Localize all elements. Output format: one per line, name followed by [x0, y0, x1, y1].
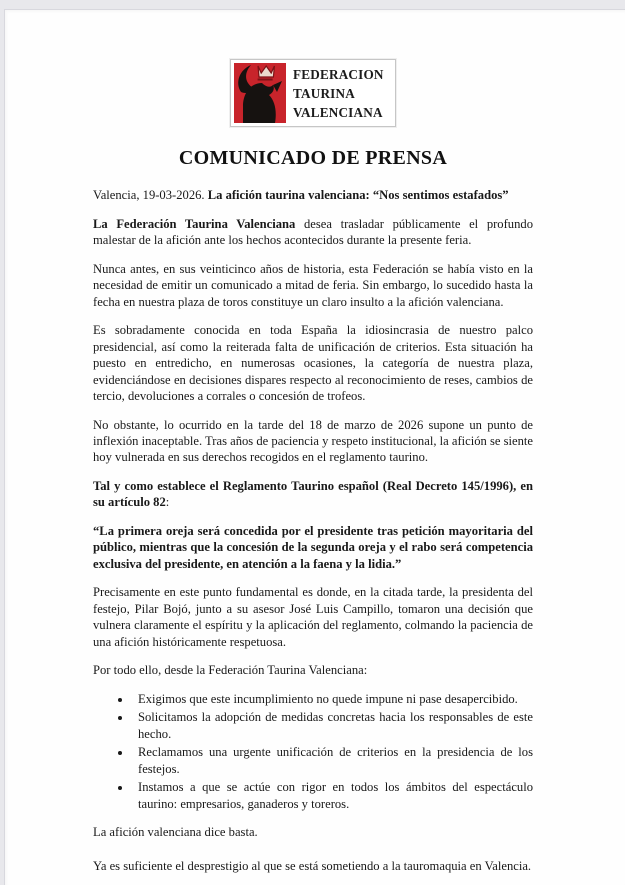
text-run: Por todo ello, desde la Federación Taurina Valenciana: — [93, 663, 368, 678]
paragraph-decision — [93, 584, 533, 650]
logo-wordmark — [286, 65, 384, 122]
text-run: “La primera oreja será concedida por el presidente tras petición mayoritaria del público, mientras que la concesión de la segunda oreja y el rabo será competencia exclusiva del presidente, en atención a la faena y la lidia.” — [93, 523, 533, 571]
federation-logo — [230, 59, 396, 127]
text-run: Nunca antes, en sus veinticinco años de historia, esta Federación se había visto en la necesidad de emitir un comunicado a mitad de feria. Sin embargo, lo sucedido hasta la fecha en nuestra plaza de toros constituye un claro insulto a la afición valenciana. — [93, 261, 533, 309]
text-run: : — [165, 495, 170, 510]
paragraph-regulation-quote — [93, 523, 533, 572]
text-run: La Federación Taurina Valenciana — [93, 216, 296, 231]
demand-item: • Solicitamos la adopción de medidas concretas hacia los responsables de este hecho. — [132, 709, 533, 742]
logo-line-2: TAURINA — [293, 85, 355, 101]
logo-line-1: FEDERACION — [293, 66, 384, 82]
demand-item: • Instamos a que se actúe con rigor en todos los ámbitos del espectáculo taurino: empresarios, ganaderos y toreros. — [132, 779, 533, 812]
closing-final: Ya es suficiente el desprestigio al que se está sometiendo a la tauromaquia en Valencia. — [93, 858, 532, 873]
logo-line-3: VALENCIANA — [293, 104, 383, 120]
text-run: Valencia, 19-03-2026. — [93, 188, 208, 203]
paragraph-idiosyncrasy — [93, 322, 533, 404]
text-run: La afición taurina valenciana: “Nos sentimos estafados” — [207, 188, 509, 203]
text-run: Precisamente en este punto fundamental es donde, en la citada tarde, la presidenta del festejo, Pilar Bojó, junto a su asesor José Luis Campillo, tomaron una decisión que vulnera claramente el espíritu y la aplicación del reglamento, colmando la paciencia de una afición históricamente respetuosa. — [93, 585, 533, 649]
closing-statement: La afición valenciana dice basta. — [93, 825, 258, 840]
text-run: Tal y como establece el Reglamento Taurino español (Real Decreto 145/1996), en su artículo 82 — [93, 478, 533, 510]
closing-section — [93, 824, 533, 874]
text-run: No obstante, lo ocurrido en la tarde del 18 de marzo de 2026 supone un punto de inflexión inaceptable. Tras años de paciencia y respeto institucional, la afición se siente hoy vulnerada en sus derechos recogidos en el reglamento taurino. — [93, 417, 533, 465]
crown-base — [258, 79, 273, 81]
paragraph-dateline — [93, 187, 533, 203]
document-content — [4, 9, 625, 874]
demands-list — [93, 691, 533, 812]
paragraph-inflexion — [93, 417, 533, 466]
text-run: Es sobradamente conocida en toda España la idiosincrasia de nuestro palco presidencial, así como la reiterada falta de unificación de criterios. Esta situación ha puesto en entredicho, en numerosas ocasiones, la categoría de nuestra plaza, evidenciándose en decisiones dispares respecto al reconocimiento de reses, cambios de tercio, devoluciones a corrales o concesión de trofeos. — [93, 323, 533, 404]
paragraph-regulation-lead — [93, 478, 533, 511]
document-page — [4, 9, 625, 885]
paragraph-demands-lead — [93, 662, 533, 678]
paragraph-history — [93, 261, 533, 310]
demand-item: • Reclamamos una urgente unificación de criterios en la presidencia de los festejos. — [132, 744, 533, 777]
text-run: desea trasladar públicamente el profundo malestar de la afición ante los hechos acontecidos durante la presente feria. — [93, 216, 533, 248]
bull-icon — [234, 63, 286, 123]
paragraph-intro — [93, 216, 533, 249]
demand-item: • Exigimos que este incumplimiento no quede impune ni pase desapercibido. — [132, 691, 533, 707]
page-title: COMUNICADO DE PRENSA — [178, 147, 448, 169]
